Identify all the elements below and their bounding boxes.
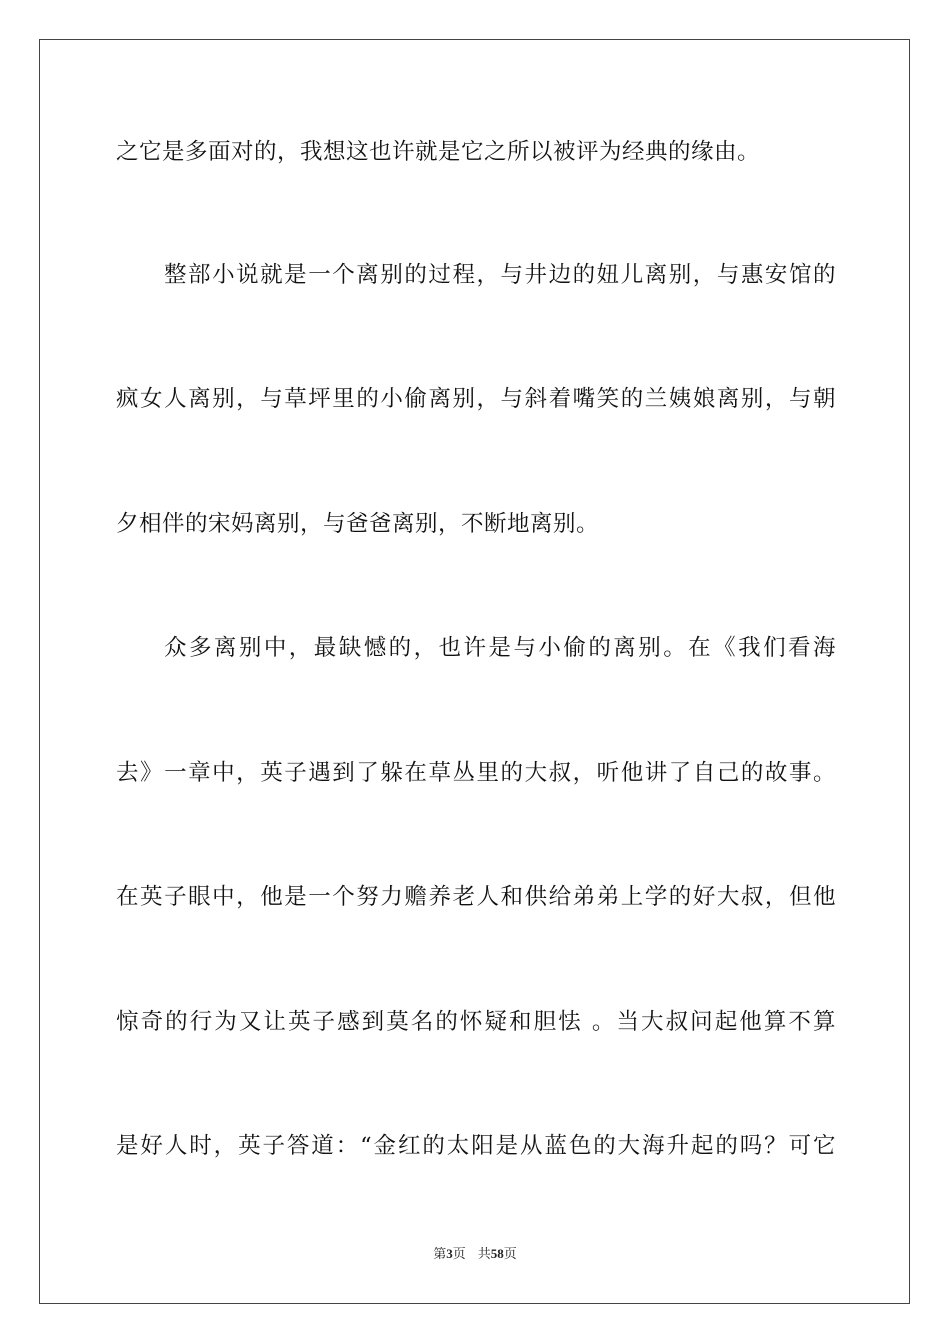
total-suffix: 页	[503, 1247, 517, 1262]
page-number: 3	[446, 1246, 453, 1261]
paragraph-line-7: 在英子眼中，他是一个努力赡养老人和供给弟弟上学的好大叔，但他	[116, 884, 836, 910]
total-pages: 58	[490, 1246, 504, 1261]
page-prefix: 第	[433, 1247, 447, 1262]
paragraph-line-5: 众多离别中，最缺憾的，也许是与小偷的离别。在《我们看海	[164, 635, 836, 661]
paragraph-line-8: 惊奇的行为又让英子感到莫名的怀疑和胆怯 。当大叔问起他算不算	[116, 1009, 836, 1035]
paragraph-line-9: 是好人时，英子答道：“金红的太阳是从蓝色的大海升起的吗？可它	[116, 1133, 836, 1159]
paragraph-line-6: 去》一章中，英子遇到了躲在草丛里的大叔，听他讲了自己的故事。	[116, 760, 836, 786]
total-prefix: 共	[477, 1247, 491, 1262]
page-border	[39, 39, 910, 1304]
page-suffix: 页	[452, 1247, 466, 1262]
paragraph-line-4: 夕相伴的宋妈离别，与爸爸离别，不断地离别。	[116, 511, 600, 537]
paragraph-line-3: 疯女人离别，与草坪里的小偷离别，与斜着嘴笑的兰姨娘离别，与朝	[116, 386, 836, 412]
page-footer	[0, 1245, 950, 1264]
paragraph-line-2: 整部小说就是一个离别的过程，与井边的妞儿离别，与惠安馆的	[164, 262, 836, 288]
paragraph-line-1: 之它是多面对的，我想这也许就是它之所以被评为经典的缘由。	[116, 139, 761, 165]
